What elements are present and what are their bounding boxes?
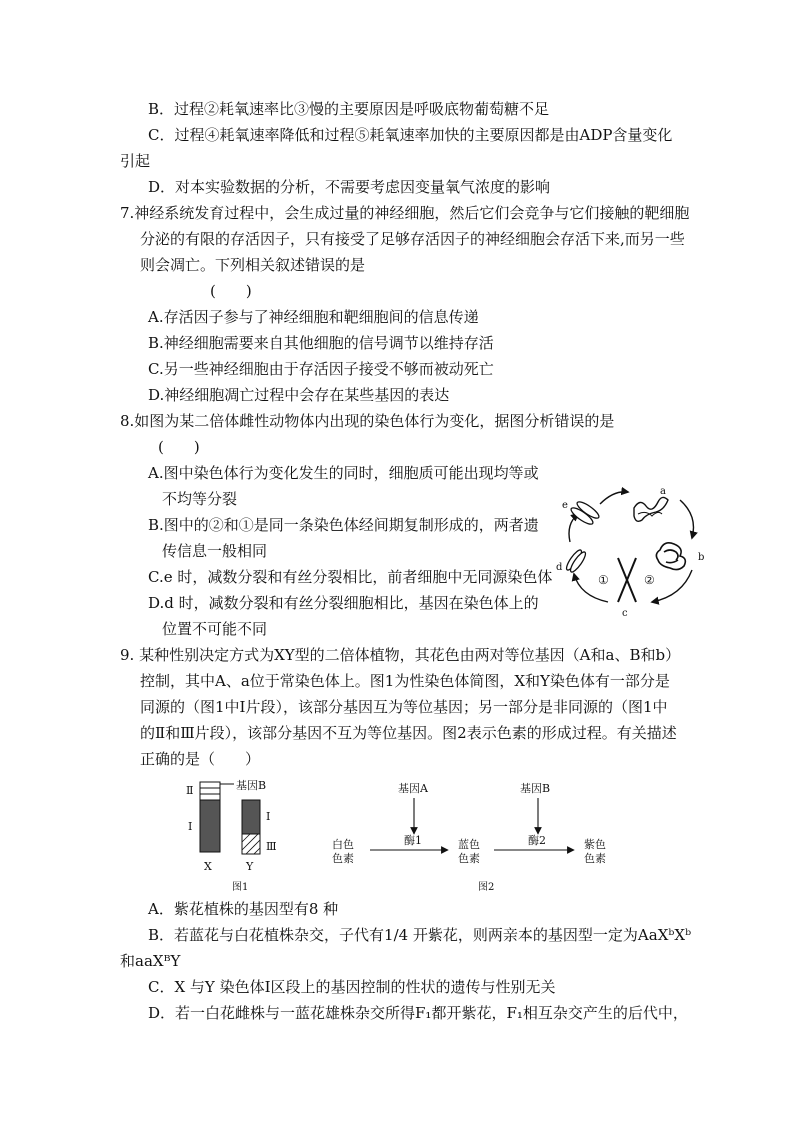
q6-option-c-line1: C．过程④耗氧速率降低和过程⑤耗氧速率加快的主要原因都是由ADP含量变化 bbox=[148, 126, 673, 144]
cycle-arrow-b-to-c bbox=[652, 570, 692, 602]
q7-stem-line1: 7.神经系统发育过程中，会生成过量的神经细胞，然后它们会竞争与它们接触的靶细胞 bbox=[120, 204, 690, 222]
q8-option-d-line2: 位置不可能不同 bbox=[162, 620, 268, 638]
q8-option-b-line1: B.图中的②和①是同一条染色体经间期复制形成的，两者遗 bbox=[148, 516, 539, 534]
label-blue-pigment: 色素 bbox=[458, 852, 480, 865]
q8-option-b-line2: 传信息一般相同 bbox=[162, 542, 268, 560]
cycle-arrow-a-to-b bbox=[680, 500, 694, 538]
q8-option-a-line2: 不均等分裂 bbox=[162, 490, 238, 508]
q7-stem-line2: 分泌的有限的存活因子，只有接受了足够存活因子的神经细胞会存活下来,而另一些 bbox=[140, 230, 685, 248]
stage-a-chromatin bbox=[634, 497, 668, 521]
stage-d-chromosome bbox=[564, 548, 587, 574]
q8-answer-paren: ( ) bbox=[158, 438, 200, 456]
q8-option-d-line1: D.d 时，减数分裂和有丝分裂细胞相比，基因在染色体上的 bbox=[148, 594, 539, 612]
q7-option-a: A.存活因子参与了神经细胞和靶细胞间的信息传递 bbox=[148, 308, 479, 326]
q6-option-c-line2: 引起 bbox=[120, 152, 151, 170]
figure-2-caption: 图2 bbox=[478, 882, 495, 893]
label-circle-one: ① bbox=[598, 573, 609, 587]
label-gene-a: 基因A bbox=[398, 782, 428, 795]
cycle-arrow-e-to-a bbox=[600, 492, 628, 504]
label-c: c bbox=[622, 608, 628, 618]
q7-option-c: C.另一些神经细胞由于存活因子接受不够而被动死亡 bbox=[148, 360, 494, 378]
q7-stem-line3: 则会凋亡。下列相关叙述错误的是 bbox=[140, 256, 366, 274]
figure-1-caption: 图1 bbox=[232, 882, 249, 893]
label-white: 白色 bbox=[332, 838, 354, 851]
label-gene-b-pathway: 基因B bbox=[520, 782, 551, 795]
y-chromosome-segment-I bbox=[242, 800, 260, 834]
q6-option-b: B．过程②耗氧速率比③慢的主要原因是呼吸底物葡萄糖不足 bbox=[148, 100, 550, 118]
label-e: e bbox=[562, 500, 568, 511]
q7-answer-paren: ( ) bbox=[210, 282, 252, 300]
q8-stem: 8.如图为某二倍体雌性动物体内出现的染色体行为变化，据图分析错误的是 bbox=[120, 412, 615, 430]
q9-option-b-line1: B．若蓝花与白花植株杂交，子代有1/4 开紫花，则两亲本的基因型一定为AaXᵇXᵇ bbox=[148, 926, 692, 944]
x-chromosome-segment-I bbox=[200, 800, 220, 852]
figure-2-pigment-pathway bbox=[330, 776, 630, 896]
q9-stem-line4: 的Ⅱ和Ⅲ片段），该部分基因不互为等位基因。图2表示色素的形成过程。有关描述 bbox=[140, 724, 677, 742]
label-a: a bbox=[660, 486, 666, 497]
label-segment-I-x: Ⅰ bbox=[188, 820, 193, 833]
label-circle-two: ② bbox=[644, 573, 655, 587]
figure-1-sex-chromosomes bbox=[178, 776, 302, 896]
q9-stem-line1: 9. 某种性别决定方式为XY型的二倍体植物，其花色由两对等位基因（A和a、B和b） bbox=[120, 646, 681, 664]
stage-e-chromosomes bbox=[569, 499, 601, 526]
q9-option-a: A．紫花植株的基因型有8 种 bbox=[148, 900, 339, 918]
q8-option-c: C.e 时，减数分裂和有丝分裂相比，前者细胞中无同源染色体 bbox=[148, 568, 553, 586]
label-segment-III: Ⅲ bbox=[266, 840, 277, 853]
label-b: b bbox=[698, 552, 705, 563]
q6-option-d: D．对本实验数据的分析，不需要考虑因变量氧气浓度的影响 bbox=[148, 178, 551, 196]
label-enzyme2: 酶2 bbox=[528, 834, 546, 847]
label-blue: 蓝色 bbox=[458, 838, 480, 851]
q9-stem-line2: 控制，其中A、a位于常染色体上。图1为性染色体简图，X和Y染色体有一部分是 bbox=[140, 672, 670, 690]
q9-option-d: D．若一白花雌株与一蓝花雄株杂交所得F₁都开紫花，F₁相互杂交产生的后代中， bbox=[148, 1004, 688, 1022]
q9-stem-line5: 正确的是（ ） bbox=[140, 750, 261, 768]
q7-option-b: B.神经细胞需要来自其他细胞的信号调节以维持存活 bbox=[148, 334, 494, 352]
label-purple: 紫色 bbox=[584, 838, 606, 851]
label-purple-pigment: 色素 bbox=[584, 852, 606, 865]
stage-c-chromatids bbox=[618, 558, 636, 602]
label-y-chromosome: Y bbox=[246, 860, 254, 873]
q9-option-b-line2: 和aaXᴮY bbox=[120, 952, 181, 970]
q7-option-d: D.神经细胞凋亡过程中会存在某些基因的表达 bbox=[148, 386, 450, 404]
label-white-pigment: 色素 bbox=[332, 852, 354, 865]
chromosome-behavior-figure bbox=[552, 478, 712, 618]
q9-stem-line3: 同源的（图1中Ⅰ片段），该部分基因互为等位基因；另一部分是非同源的（图1中 bbox=[140, 698, 668, 716]
label-enzyme1: 酶1 bbox=[404, 834, 422, 847]
stage-b-chromatin bbox=[656, 543, 685, 570]
label-d: d bbox=[556, 562, 563, 573]
q8-option-a-line1: A.图中染色体行为变化发生的同时，细胞质可能出现均等或 bbox=[148, 464, 539, 482]
label-segment-II: Ⅱ bbox=[186, 784, 194, 797]
label-segment-I-y: Ⅰ bbox=[266, 810, 271, 823]
label-x-chromosome: X bbox=[204, 860, 212, 873]
q9-option-c: C．X 与Y 染色体Ⅰ区段上的基因控制的性状的遗传与性别无关 bbox=[148, 978, 556, 996]
label-gene-b: 基因B bbox=[236, 779, 267, 792]
cycle-arrow-d-to-e bbox=[569, 514, 578, 542]
